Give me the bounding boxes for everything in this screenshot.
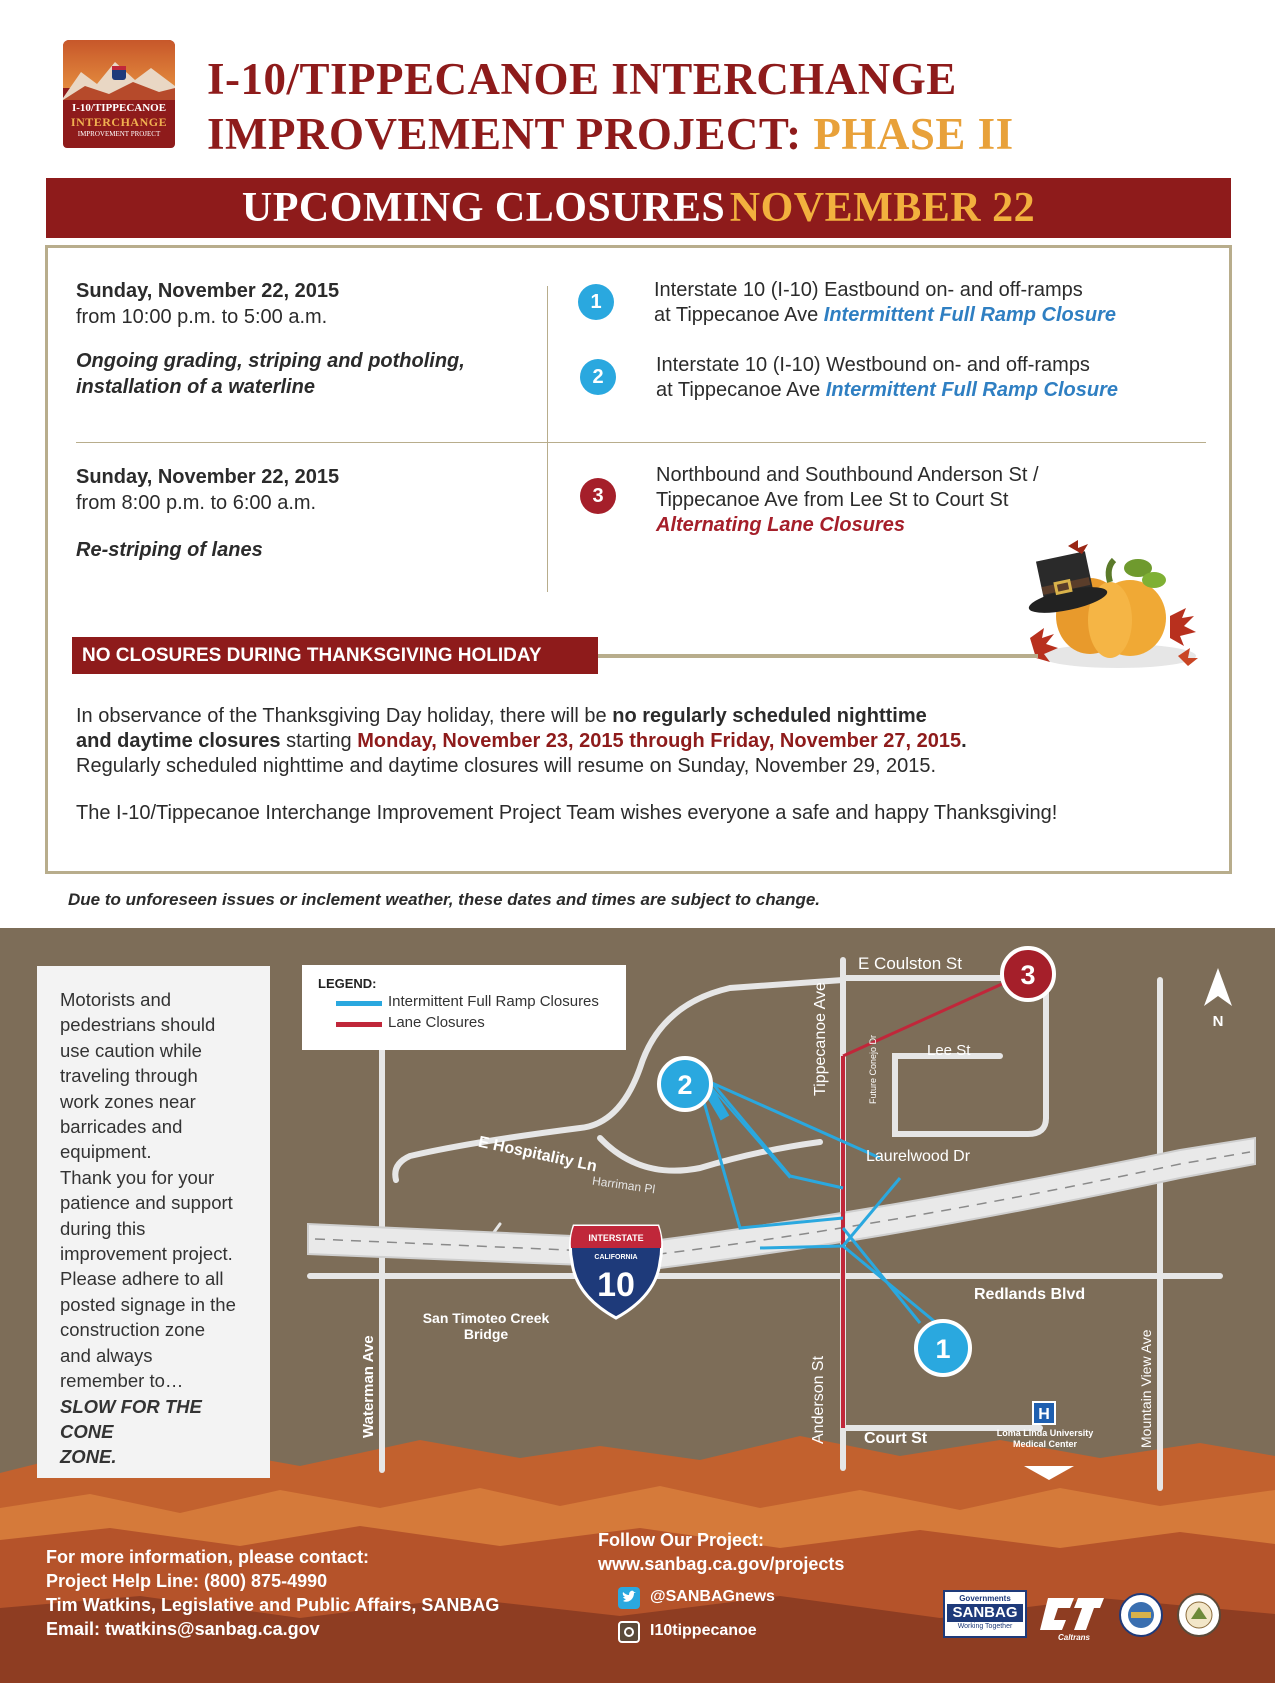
closure-tag: Alternating Lane Closures [656, 514, 905, 536]
wb-offramp [712, 1083, 843, 1188]
schedule-desc-line1: Re-striping of lanes [76, 539, 263, 561]
safety-line: use caution while [60, 1039, 202, 1061]
schedule-desc-line2: installation of a waterline [76, 376, 315, 398]
instagram-handle[interactable]: I10tippecanoe [650, 1622, 757, 1639]
schedule-time: from 8:00 p.m. to 6:00 a.m. [76, 492, 317, 514]
map-marker-3 [1002, 948, 1054, 1000]
label-mountain-view: Mountain View Ave [1138, 1329, 1154, 1448]
safety-line: pedestrians should [60, 1014, 216, 1036]
map-marker-2 [659, 1058, 711, 1110]
legend-red-label: Lane Closures [388, 1014, 485, 1031]
safety-line: work zones near [60, 1090, 196, 1112]
interstate-10-shield-icon [570, 1226, 661, 1318]
logo-line3: IMPROVEMENT PROJECT [77, 130, 161, 138]
safety-line: patience and support [60, 1192, 233, 1214]
label-harriman: Harriman Pl [591, 1173, 657, 1197]
safety-line: construction zone [60, 1319, 206, 1341]
sanbag-name: SANBAG [947, 1604, 1023, 1622]
closure-marker-1: 1 [578, 284, 614, 320]
legend-title: LEGEND: [318, 976, 377, 991]
closure-line1: Northbound and Southbound Anderson St / [656, 464, 1039, 486]
contact-person: Tim Watkins, Legislative and Public Affairs, SANBAG [46, 1595, 500, 1615]
safety-line: improvement project. [60, 1243, 233, 1265]
project-url[interactable]: www.sanbag.ca.gov/projects [598, 1554, 845, 1574]
marker-label: 1 [935, 1334, 951, 1364]
caltrans-logo-icon [1040, 1590, 1110, 1640]
safety-line: Thank you for your [60, 1166, 215, 1188]
disclaimer: Due to unforeseen issues or inclement weather, these dates and times are subject to change. [68, 890, 821, 909]
safety-line: posted signage in the [60, 1293, 236, 1315]
logo-line2: INTERCHANGE [70, 115, 168, 129]
label-lee: Lee St [927, 1042, 971, 1059]
project-logo [63, 40, 175, 148]
holiday-text: In observance of the Thanksgiving Day holiday, there will be [76, 705, 613, 727]
closure-text-1 [654, 278, 1116, 328]
label-court: Court St [864, 1430, 928, 1447]
holiday-line2 [76, 729, 967, 754]
follow-title: Follow Our Project: [598, 1530, 765, 1550]
holiday-dates: Monday, November 23, 2015 through Friday, November 27, 2015 [357, 730, 962, 752]
hospital-icon-letter: H [1038, 1406, 1050, 1423]
closure-line2 [654, 303, 1116, 328]
harriman-pl-road [600, 1138, 820, 1171]
thanksgiving-pumpkin-icon [1028, 538, 1228, 673]
closure-line2: Tippecanoe Ave from Lee St to Court St [656, 489, 1009, 511]
closure-text-2 [656, 353, 1118, 403]
holiday-header: NO CLOSURES DURING THANKSGIVING HOLIDAY [72, 637, 598, 674]
map-legend [302, 965, 626, 1050]
banner-main: UPCOMING CLOSURES [241, 185, 726, 231]
label-redlands: Redlands Blvd [974, 1286, 1086, 1303]
map-section [0, 928, 1275, 1683]
shield-top: INTERSTATE [588, 1233, 644, 1243]
safety-line: remember to… [60, 1370, 184, 1392]
sanbag-logo [943, 1590, 1027, 1638]
city-seal-icon [1176, 1592, 1222, 1638]
label-anderson: Anderson St [810, 1355, 827, 1444]
horizontal-divider [76, 442, 1206, 443]
caltrans-label: Caltrans [1057, 1633, 1091, 1640]
contact-email[interactable]: Email: twatkins@sanbag.ca.gov [46, 1619, 320, 1639]
safety-line: Please adhere to all [60, 1268, 224, 1290]
label-hospital [985, 1428, 1105, 1450]
safety-line: traveling through [60, 1065, 198, 1087]
schedule-date: Sunday, November 22, 2015 [76, 466, 340, 488]
hospital-line1: Loma Linda University [996, 1428, 1094, 1438]
logo-line1: I-10/TIPPECANOE [71, 102, 167, 114]
schedule-desc-1 [76, 348, 465, 400]
slow-message-line1: SLOW FOR THE CONE [60, 1395, 202, 1442]
page-title-line2 [207, 108, 1014, 160]
shield-number: 10 [597, 1266, 635, 1304]
county-seal-icon [1118, 1592, 1164, 1638]
north-arrow-icon [1204, 968, 1232, 1030]
marker-label: 2 [677, 1070, 693, 1100]
label-waterman: Waterman Ave [360, 1335, 377, 1438]
closure-tag: Intermittent Full Ramp Closure [823, 304, 1117, 326]
ramp-closure-lines [700, 1076, 940, 1326]
safety-message [37, 966, 270, 1478]
schedule-time: from 10:00 p.m. to 5:00 a.m. [76, 306, 328, 328]
bridge-line1: San Timoteo Creek [422, 1310, 550, 1326]
holiday-emphasis: and daytime closures [76, 730, 281, 752]
instagram-icon [618, 1621, 640, 1643]
legend-red-swatch [336, 1022, 382, 1027]
label-future-conejo: Future Conejo Dr [868, 1034, 878, 1104]
hospital-line2: Medical Center [1012, 1439, 1078, 1449]
bridge-line2: Bridge [463, 1326, 509, 1342]
holiday-wishes: The I-10/Tippecanoe Interchange Improvement Project Team wishes everyone a safe and happy Thanksgiving! [76, 802, 1058, 824]
schedule-item-1 [76, 278, 339, 330]
contact-info [46, 1545, 499, 1641]
shield-state: CALIFORNIA [594, 1254, 638, 1261]
twitter-handle[interactable]: @SANBAGnews [650, 1588, 775, 1605]
label-bridge [421, 1310, 551, 1342]
safety-line: and always [60, 1344, 153, 1366]
closure-location: at Tippecanoe Ave [654, 304, 824, 326]
banner-date: NOVEMBER 22 [729, 185, 1036, 231]
safety-line: Motorists and [60, 989, 172, 1010]
schedule-desc-line1: Ongoing grading, striping and potholing, [76, 350, 465, 372]
title-main: IMPROVEMENT PROJECT: [207, 109, 802, 159]
schedule-date: Sunday, November 22, 2015 [76, 280, 340, 302]
legend-blue-swatch [336, 1001, 382, 1006]
follow-section [598, 1528, 844, 1576]
logo-mountains-icon [63, 50, 175, 100]
north-label: N [1212, 1013, 1224, 1030]
safety-line: equipment. [60, 1141, 152, 1163]
holiday-line3: Regularly scheduled nighttime and daytime closures will resume on Sunday, November 29, 2015. [76, 755, 937, 777]
closures-panel [45, 245, 1232, 874]
holiday-line1 [76, 704, 927, 729]
slow-message-line2: ZONE. [60, 1446, 117, 1468]
closure-line1: Interstate 10 (I-10) Eastbound on- and off-ramps [654, 279, 1083, 301]
legend-blue-label: Intermittent Full Ramp Closures [388, 993, 599, 1010]
holiday-emphasis: no regularly scheduled nighttime [612, 705, 927, 727]
holiday-period: . [961, 730, 967, 752]
sanbag-bottom: Working Together [957, 1623, 1013, 1630]
twitter-icon [618, 1587, 640, 1609]
label-laurelwood: Laurelwood Dr [866, 1148, 971, 1165]
closure-marker-3: 3 [580, 478, 616, 514]
closure-tag: Intermittent Full Ramp Closure [825, 379, 1119, 401]
vertical-divider [547, 286, 548, 592]
title-phase: PHASE II [813, 109, 1014, 159]
safety-line: during this [60, 1217, 146, 1239]
help-line: Project Help Line: (800) 875-4990 [46, 1571, 328, 1591]
closure-text-3 [656, 463, 1039, 538]
page-title-line1: I-10/TIPPECANOE INTERCHANGE [207, 54, 957, 104]
label-tippecanoe: Tippecanoe Ave [812, 982, 829, 1096]
closure-line2 [656, 378, 1118, 403]
label-hospitality: E Hospitality Ln [476, 1133, 599, 1176]
closure-location: at Tippecanoe Ave [656, 379, 826, 401]
marker-label: 3 [1020, 960, 1036, 990]
contact-title: For more information, please contact: [46, 1547, 370, 1567]
closure-marker-2: 2 [580, 359, 616, 395]
schedule-item-2 [76, 464, 339, 516]
closures-banner [46, 178, 1231, 238]
label-coulston: E Coulston St [858, 954, 962, 973]
sanbag-top: Governments [959, 1594, 1011, 1603]
holiday-text: starting [280, 730, 358, 752]
safety-line: barricades and [60, 1116, 183, 1138]
lee-st-road [895, 1056, 1046, 1134]
holiday-header-rule [598, 654, 1038, 658]
map-marker-1 [916, 1321, 970, 1375]
schedule-desc-2 [76, 537, 263, 563]
closure-line1: Interstate 10 (I-10) Westbound on- and off-ramps [656, 354, 1090, 376]
